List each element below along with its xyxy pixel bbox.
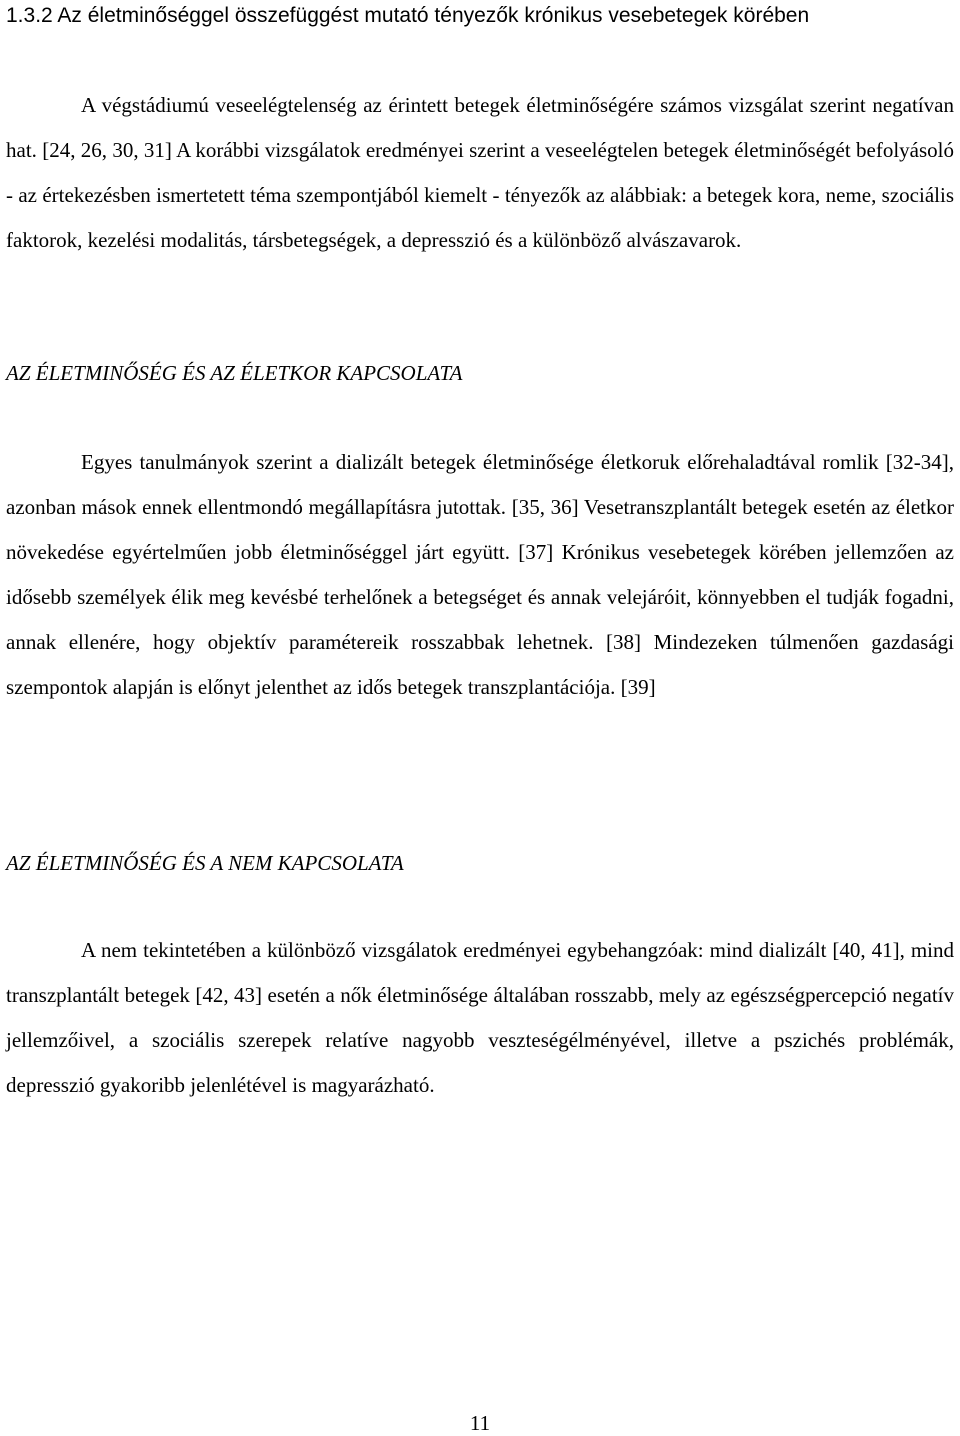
age-paragraph: Egyes tanulmányok szerint a dializált betegek életminősége életkoruk előrehaladtával romlik [32-34], azonban mások ennek ellentmondó megállapításra jutottak. [35, 36] Vesetranszplantált betegek esetén az életkor növekedése egyértelműen jobb életminőséggel járt együtt. [37] Krónikus vesebetegek körében jellemzően az idősebb személyek élik meg kevésbé terhelőnek a betegséget és annak velejáróit, könnyebben el tudják fogadni, annak ellenére, hogy objektív paramétereik rosszabbak lehetnek. [38] Mindezeken túlmenően gazdasági szempontok alapján is előnyt jelenthet az idős betegek transzplantációja. [39] (6, 450, 954, 699)
subheading-gender: AZ ÉLETMINŐSÉG ÉS A NEM KAPCSOLATA (6, 851, 404, 875)
section-heading: 1.3.2 Az életminőséggel összefüggést mutató tényezők krónikus vesebetegek körében (6, 4, 810, 27)
intro-paragraph: A végstádiumú veseelégtelenség az érintett betegek életminőségére számos vizsgálat szerint negatívan hat. [24, 26, 30, 31] A korábbi vizsgálatok eredményei szerint a veseelégtelen betegek életminőségét befolyásoló - az értekezésben ismertetett téma szempontjából kiemelt - tényezők az alábbiak: a betegek kora, neme, szociális faktorok, kezelési modalitás, társbetegségek, a depresszió és a különböző alvászavarok. (6, 93, 954, 252)
subheading-age: AZ ÉLETMINŐSÉG ÉS AZ ÉLETKOR KAPCSOLATA (6, 361, 463, 385)
page-number: 11 (469, 1411, 491, 1435)
gender-paragraph: A nem tekintetében a különböző vizsgálatok eredményei egybehangzóak: mind dializált [40, 41], mind transzplantált betegek [42, 43] esetén a nők életminősége általában rosszabb, mely az egészségpercepció negatív jellemzőivel, a szociális szerepek relatíve nagyobb veszteségélményével, illetve a pszichés problémák, depresszió gyakoribb jelenlétével is magyarázható. (6, 938, 954, 1097)
